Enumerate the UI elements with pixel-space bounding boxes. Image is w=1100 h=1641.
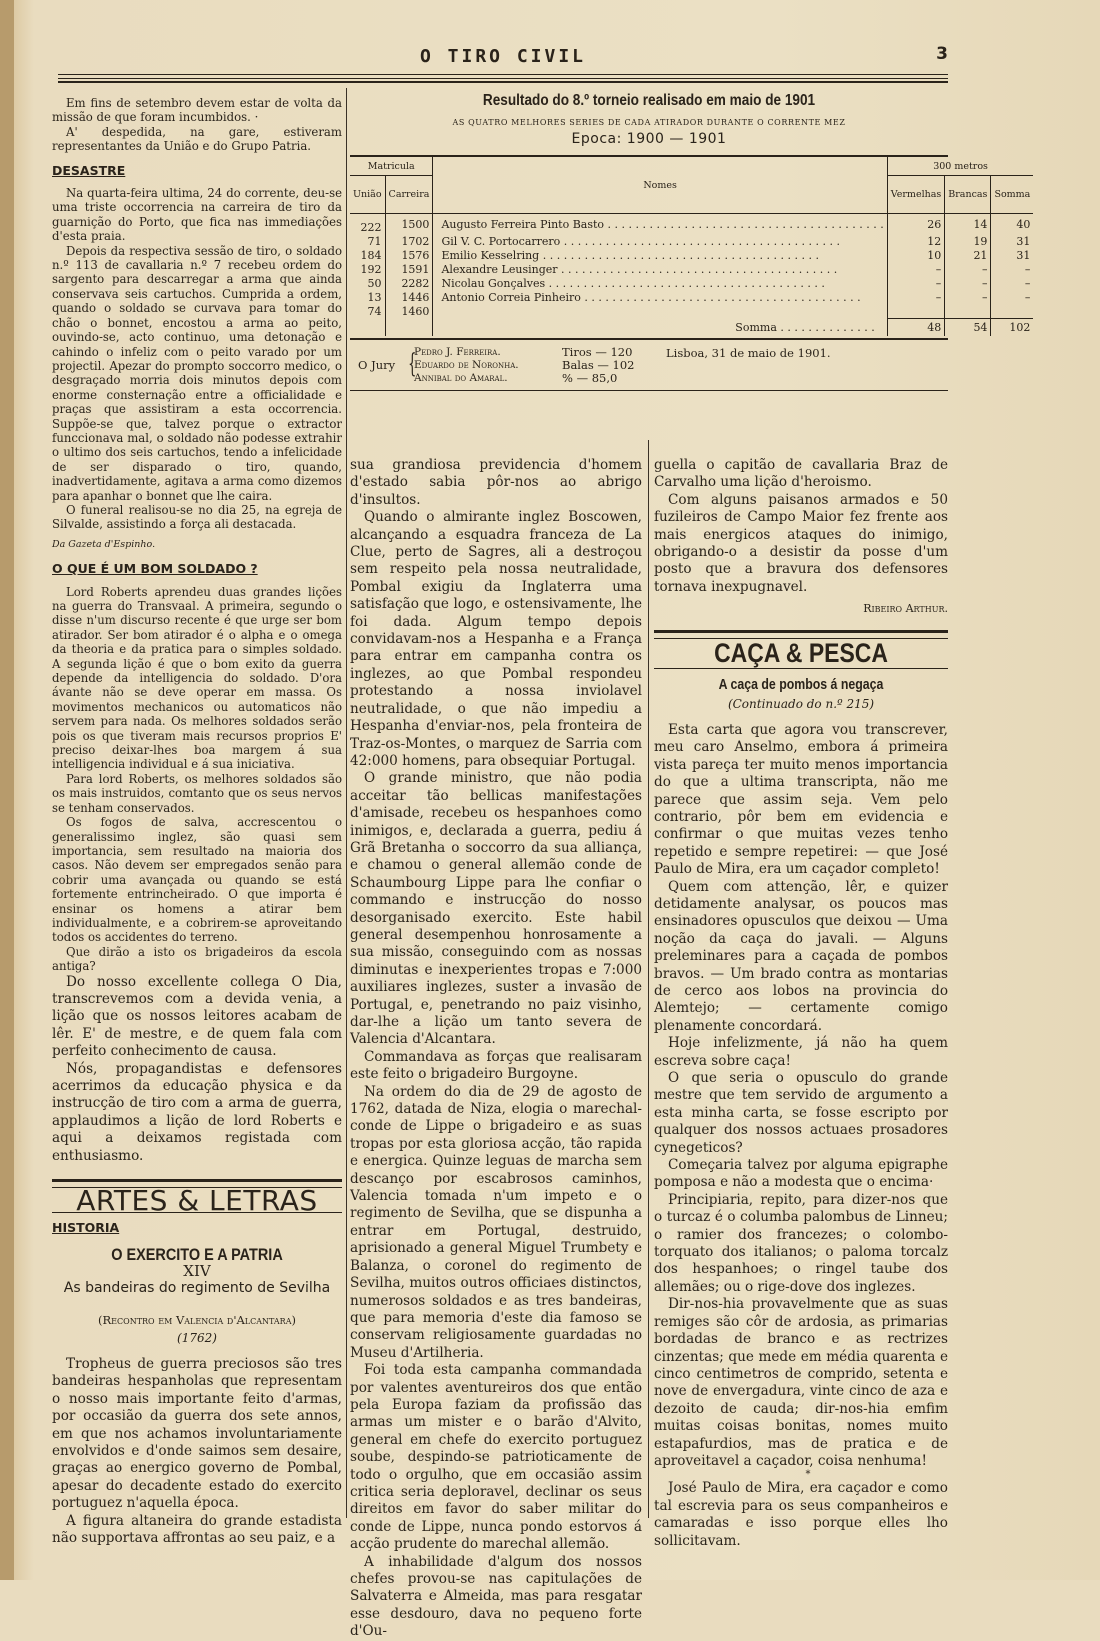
page-number: 3 bbox=[936, 44, 948, 64]
cell-uniao: 13 bbox=[350, 290, 385, 304]
section-title-artes: ARTES & LETRAS bbox=[76, 1184, 318, 1218]
history-paragraph: Quando o almirante inglez Boscowen, alcançando a esquadra franceza de La Clue, perto de Sagres, ali a destroçou sem respeito pela nossa neutralidade, Pombal exigiu da Inglaterra uma satisfação que logo, e ostensivamente, lhe foi dada. Algum tempo depois convidavam-nos a Hespanha e a França para entrar em campanha contra os inglezes, ao que Pombal respondeu protestando a nossa inviolavel neutralidade, o que não impediu a Hespanha d'enviar-nos, pela fronteira de Traz-os-Montes, o marquez de Sarria com 42:000 homens, para obsequiar Portugal. bbox=[350, 509, 642, 769]
desastre-paragraph: Na quarta-feira ultima, 24 do corrente, deu-se uma triste occorrencia na carreira de tiro da guarnição do Porto, que fica nas immediações d'esta praia. bbox=[52, 186, 342, 244]
newspaper-title: O TIRO CIVIL bbox=[419, 46, 587, 67]
cell-carreira: 2282 bbox=[385, 276, 433, 290]
cell-nome: Augusto Ferreira Pinto Basto . . . . . . . . . . . . . . . . . . . . . . . . . . . . . . . . . . . . . . . . bbox=[433, 214, 887, 235]
column-divider-1 bbox=[346, 88, 347, 1518]
jury-member: Pedro J. Ferreira. bbox=[414, 346, 501, 358]
column-2 bbox=[350, 457, 642, 1641]
section-rule-thin bbox=[654, 668, 948, 669]
results-title: Resultado do 8.º torneio realisado em maio de 1901 bbox=[482, 92, 816, 109]
article-title: O EXERCITO E A PATRIA bbox=[111, 1244, 283, 1264]
cell-vermelhas: – bbox=[887, 262, 944, 276]
cell-nome: Alexandre Leusinger . . . . . . . . . . . . . . . . . . . . . . . . . . . . . . . . . . . . . . . . bbox=[433, 262, 887, 276]
history-paragraph: O grande ministro, que não podia acceitar tão bellicas manifestações d'amisade, recebeu os hespanhoes como inimigos, e, declarada a guerra, pediu á Grã Bretanha o soccorro da sua alliança, e chamou o general allemão conde de Schaumbourg Lippe para lhe confiar o commando e instrucção do nosso desorganisado exercito. Este habil general desempenhou honrosamente a sua missão, conseguindo com as nossas diminutas e inexperientes tropas e 7:000 auxiliares inglezes, suster a invasão de Portugal, e, penetrando no paiz visinho, dar-lhe a lição um tanto severa de Valencia d'Alcantara. bbox=[350, 770, 642, 1048]
cell-carreira: 1500 bbox=[385, 214, 433, 235]
cell-vermelhas: 10 bbox=[887, 248, 944, 262]
cell-somma: 40 bbox=[1016, 217, 1031, 231]
cell-uniao: 222 bbox=[350, 214, 385, 235]
jury-stat: Tiros — 120 bbox=[562, 345, 633, 359]
author-signature: Ribeiro Arthur. bbox=[863, 602, 948, 616]
soldado-paragraph: Os fogos de salva, accrescentou o generalissimo inglez, são quasi sem importancia, sem resultado na maioria dos casos. Não devem ser empregados senão para cobrir uma avançada ou quando se está fortemente entrincheirado. O que importa é ensinar os homens a atirar bem individualmente, e a cobrirem-se aproveitando todos os accidentes do terreno. bbox=[52, 815, 342, 945]
cell-brancas: – bbox=[945, 276, 991, 290]
jury-stat: % — 85,0 bbox=[562, 371, 618, 385]
jury-stat: Balas — 102 bbox=[562, 358, 635, 372]
caca-paragraph: Dir-nos-hia provavelmente que as suas remiges são côr de ardosia, as primarias bordadas de branco e as rectrizes cinzentas; que mede em média quarenta e cinco centimetros de comprido, setenta e nove de envergadura, vinte cinco de aza e dezoito de cauda; dir-nos-hia emfim muitas coisas bonitas, nomes muito estapafurdios, mas de pratica e de aproveitavel a caçador, coisa nenhuma! bbox=[654, 1296, 948, 1469]
cell-carreira: 1702 bbox=[385, 234, 433, 248]
continued-note: (Continuado do n.º 215) bbox=[727, 697, 875, 712]
caca-paragraph: Principiaria, repito, para dizer-nos que o turcaz é o columba palombus de Linneu; o ramier dos francezes; o colombo-torquato dos italianos; o paloma torcalz dos hespanhoes; o ringel taube dos allemães; ou o rige-dove dos inglezes. bbox=[654, 1191, 948, 1295]
table-row bbox=[350, 290, 1033, 304]
history-paragraph: Na ordem do dia de 29 de agosto de 1762, datada de Niza, elogia o marechal-conde de Lippe o brigadeiro e as suas tropas por esta gloriosa acção, tão rapida e energica. Quinze leguas de marcha sem descanço por escabrosos caminhos, Valencia tomada n'um impeto e o regimento de Sevilha, que se dispunha a entrar em Portugal, destruido, aprisionado a general Miguel Trumbety e Balanza, o coronel do regimento de Sevilha, muitos outros officiaes distinctos, numerosos soldados e as tres bandeiras, que para memoria d'este dia famoso se conservam religiosamente guardadas no Museu d'Artilheria. bbox=[350, 1083, 642, 1361]
cell-somma: 31 bbox=[1016, 234, 1031, 248]
cell-nome bbox=[433, 304, 887, 318]
results-block bbox=[350, 92, 1031, 391]
section-title-soldado: O QUE É UM BOM SOLDADO ? bbox=[52, 561, 258, 577]
desastre-paragraph: O funeral realisou-se no dia 25, na egreja de Silvalde, assistindo a força ali destacada. bbox=[52, 502, 342, 532]
cell-brancas: 14 bbox=[945, 214, 991, 235]
header-brancas: Brancas bbox=[945, 176, 991, 214]
caca-subtitle: A caça de pombos á negaça bbox=[718, 677, 884, 694]
separator-star: * bbox=[805, 1469, 811, 1481]
history-paragraph: sua grandiosa previdencia d'homem d'estado sabia pôr-nos ao abrigo d'insultos. bbox=[350, 457, 642, 508]
caca-paragraph: Começaria talvez por alguma epigraphe pomposa e não a modesta que o encima· bbox=[654, 1157, 948, 1191]
article-subtitle: As bandeiras do regimento de Sevilha bbox=[63, 1279, 331, 1296]
cell-carreira: 1460 bbox=[385, 304, 433, 318]
jury-brace: { bbox=[408, 349, 417, 379]
table-row bbox=[350, 262, 1033, 276]
total-label: Somma . . . . . . . . . . . . . . bbox=[433, 318, 887, 336]
intro-paragraph: A' despedida, na gare, estiveram representantes da União e do Grupo Patria. bbox=[52, 124, 342, 154]
header-vermelhas: Vermelhas bbox=[887, 176, 944, 214]
table-row bbox=[350, 248, 1033, 262]
article-recontro: (Recontro em Valencia d'Alcantara) bbox=[98, 1313, 296, 1328]
caca-paragraph: O que seria o opusculo do grande mestre que tem servido de argumento a esta minha carta, se fosse escripto por qualquer dos nossos actuaes prosadores cynegeticos? bbox=[654, 1070, 948, 1156]
history-paragraph: Com alguns paisanos armados e 50 fuzileiros de Campo Maior fez frente aos mais energicos ataques do inimigo, obrigando-o a desistir da posse d'um posto que a bravura dos defensores tornava inexpugnavel. bbox=[654, 491, 948, 595]
cell-vermelhas: – bbox=[887, 276, 944, 290]
jury-member: Eduardo de Noronha. bbox=[414, 359, 519, 371]
cell-somma: – bbox=[1024, 290, 1031, 304]
table-row bbox=[350, 276, 1033, 290]
soldado-comment: Nós, propagandistas e defensores acerrimos da educação physica e da instrucção de tiro com a arma de guerra, applaudimos a lição de lord Roberts e aqui a deixamos registada com enthusiasmo. bbox=[52, 1060, 342, 1164]
soldado-comment: Do nosso excellente collega O Dia, transcrevemos com a devida venia, a lição que os nossos leitores acabam de lêr. E' de mestre, e de quem fala com perfeito conhecimento de causa. bbox=[52, 973, 342, 1060]
history-paragraph: Commandava as forças que realisaram este feito o brigadeiro Burgoyne. bbox=[350, 1048, 642, 1083]
cell-brancas bbox=[945, 304, 991, 318]
results-table bbox=[350, 157, 1033, 336]
jury-label: O Jury bbox=[358, 358, 396, 372]
header-carreira: Carreira bbox=[385, 176, 433, 214]
cell-uniao: 184 bbox=[350, 248, 385, 262]
cell-vermelhas: 12 bbox=[887, 234, 944, 248]
history-paragraph: Foi toda esta campanha commandada por valentes aventureiros dos que então pela Europa faziam da profissão das armas um mister e o barão d'Alvito, general em chefe do exercito portuguez soube, despindo-se patrioticamente de todo o orgulho, que em occasião assim critica seria deploravel, declinar os seus direitos em favor do saber militar do conde de Lippe, nunca pondo estorvos á acção prudente do marechal allemão. bbox=[350, 1362, 642, 1553]
cell-nome: Emilio Kesselring . . . . . . . . . . . . . . . . . . . . . . . . . . . . . . . . . . . . . . . . bbox=[433, 248, 887, 262]
cell-somma: – bbox=[1024, 276, 1031, 290]
cell-vermelhas: – bbox=[887, 290, 944, 304]
column-1 bbox=[52, 96, 342, 1547]
soldado-paragraph: Que dirão a isto os brigadeiros da escola antiga? bbox=[52, 944, 342, 974]
artes-paragraph: Tropheus de guerra preciosos são tres bandeiras hespanholas que representam o nosso mais importante feito d'armas, por occasião da guerra dos sete annos, em que nos achamos involuntariamente envolvidos e d'onde saimos sem desaire, graças ao energico governo de Pombal, apesar do decadente estado do exercito portuguez n'aquella época. bbox=[52, 1355, 342, 1512]
artes-paragraph: A figura altaneira do grande estadista não supportava affrontas ao seu paiz, e a bbox=[52, 1512, 342, 1546]
header-rule bbox=[58, 74, 948, 79]
cell-uniao: 71 bbox=[350, 234, 385, 248]
page-header bbox=[58, 44, 948, 76]
header-somma: Somma bbox=[991, 176, 1033, 214]
section-title-desastre: DESASTRE bbox=[52, 162, 126, 178]
jury-members bbox=[414, 346, 519, 385]
jury-member: Annibal do Amaral. bbox=[414, 372, 508, 384]
jury-block bbox=[350, 346, 948, 386]
page-spine bbox=[0, 0, 14, 1580]
cell-brancas: 19 bbox=[945, 234, 991, 248]
cell-uniao: 50 bbox=[350, 276, 385, 290]
cell-somma: 31 bbox=[1016, 248, 1031, 262]
cell-nome: Antonio Correia Pinheiro . . . . . . . . . . . . . . . . . . . . . . . . . . . . . . . . . . . . . . . . bbox=[433, 290, 887, 304]
results-subtitle: AS QUATRO MELHORES SERIES DE CADA ATIRADOR DURANTE O CORRENTE MEZ bbox=[452, 118, 846, 127]
article-year: (1762) bbox=[177, 1331, 217, 1346]
total-vermelhas: 48 bbox=[887, 318, 944, 336]
section-title-caca: CAÇA & PESCA bbox=[714, 637, 888, 668]
source-note: Da Gazeta d'Espinho. bbox=[52, 538, 156, 550]
cell-vermelhas: 26 bbox=[887, 214, 944, 235]
cell-carreira: 1591 bbox=[385, 262, 433, 276]
table-row bbox=[350, 304, 1033, 318]
cell-carreira: 1576 bbox=[385, 248, 433, 262]
cell-uniao: 74 bbox=[350, 304, 385, 318]
cell-somma bbox=[991, 304, 1033, 318]
caca-paragraph: Esta carta que agora vou transcrever, meu caro Anselmo, embora á primeira vista pareça ter muito menos importancia do que a ultima transcripta, não me parece que assim seja. Vem pelo contrario, pôr bem em evidencia e confirmar o que muitas vezes tenho repetido e sempre repetirei: — que José Paulo de Mira, era um caçador completo! bbox=[654, 721, 948, 878]
table-row bbox=[350, 234, 1033, 248]
header-matricula: Matricula bbox=[350, 157, 433, 176]
table-row bbox=[350, 214, 1033, 235]
total-somma: 102 bbox=[991, 318, 1033, 336]
cell-brancas: 21 bbox=[945, 248, 991, 262]
header-nomes: Nomes bbox=[433, 157, 887, 214]
header-uniao: União bbox=[350, 176, 385, 214]
history-paragraph: A inhabilidade d'algum dos nossos chefes provou-se nas capitulações de Salvaterra e Almeida, mas para resgatar esse desdouro, dava no pequeno forte d'Ou- bbox=[350, 1553, 642, 1640]
cell-nome: Nicolau Gonçalves . . . . . . . . . . . . . . . . . . . . . . . . . . . . . . . . . . . . . . . . bbox=[433, 276, 887, 290]
rubric-historia: HISTORIA bbox=[52, 1220, 120, 1236]
cell-carreira: 1446 bbox=[385, 290, 433, 304]
cell-uniao: 192 bbox=[350, 262, 385, 276]
soldado-paragraph: Lord Roberts aprendeu duas grandes lições na guerra do Transvaal. A primeira, segundo o disse n'um discurso recente é que urge ser bom atirador. Ser bom atirador é o alpha e o omega da theoria e da pratica para o simples soldado. A segunda lição é que o bom exito da guerra depende da intelligencia do soldado. D'ora ávante não se deve operar em massa. Os movimentos mechanicos ou automaticos não servem para nada. Os melhores soldados serão pois os que tiveram mais recursos proprios E' preciso deixar-lhes boa margem á sua intelligencia individual e á sua iniciativa. bbox=[52, 584, 342, 772]
cell-vermelhas bbox=[887, 304, 944, 318]
total-brancas: 54 bbox=[945, 318, 991, 336]
caca-paragraph: José Paulo de Mira, era caçador e como tal escrevia para os seus companheiros e camaradas e isso porque elles lho sollicitavam. bbox=[654, 1480, 948, 1549]
soldado-paragraph: Para lord Roberts, os melhores soldados são os mais instruidos, comtanto que os seus nervos se tenham conservados. bbox=[52, 771, 342, 815]
desastre-paragraph: Depois da respectiva sessão de tiro, o soldado n.º 113 de cavallaria n.º 7 recebeu ordem do sargento para descarregar a arma que ainda conservava seis cartuchos. Cumprida a ordem, quando o soldado se curvava para tomar do chão o bonnet, encostou a arma ao peito, ouvindo-se, acto continuo, uma detonação e cahindo o infeliz com o peito varado por um projectil. Apezar do prompto soccorro medico, o desgraçado morria dois minutos depois com enorme consternação entre a officialidade e praças que assistiram a esta occorrencia. Suppõe-se que, talvez porque o extractor funccionava mal, o soldado não podesse extrahir o ultimo dos seis cartuchos, tendo a infelicidade de ser disparado o tiro, quando, inadvertidamente, agitava a arma como dizemos para apanhar o bonnet que lhe caira. bbox=[52, 243, 342, 503]
cell-somma: – bbox=[1024, 262, 1031, 276]
article-numeral: XIV bbox=[183, 1262, 211, 1281]
history-paragraph: guella o capitão de cavallaria Braz de Carvalho uma lição d'heroismo. bbox=[654, 457, 948, 491]
caca-paragraph: Hoje infelizmente, já não ha quem escreva sobre caça! bbox=[654, 1035, 948, 1069]
header-metros: 300 metros bbox=[887, 157, 1033, 176]
intro-paragraph: Em fins de setembro devem estar de volta da missão de que foram incumbidos. · bbox=[52, 96, 342, 125]
cell-nome: Gil V. C. Portocarrero . . . . . . . . . . . . . . . . . . . . . . . . . . . . . . . . . . . . . . . . bbox=[433, 234, 887, 248]
jury-date: Lisboa, 31 de maio de 1901. bbox=[666, 346, 831, 360]
jury-stats bbox=[562, 346, 635, 385]
caca-paragraph: Quem com attenção, lêr, e quizer detidamente analysar, os poucos mas ensinadores opusculos que deixou — Uma noção da caça do javali. — Alguns preleminares para a caçada de pombos bravos. — Um brado contra as montarias de cerco aos lobos na provincia do Alemtejo; — certamente comigo plenamente concordará. bbox=[654, 878, 948, 1034]
cell-brancas: – bbox=[945, 262, 991, 276]
results-epoca: Epoca: 1900 — 1901 bbox=[571, 131, 727, 147]
header-rule-lower bbox=[58, 81, 948, 83]
column-divider-2 bbox=[648, 440, 649, 1518]
cell-brancas: – bbox=[945, 290, 991, 304]
column-3 bbox=[654, 457, 948, 1550]
